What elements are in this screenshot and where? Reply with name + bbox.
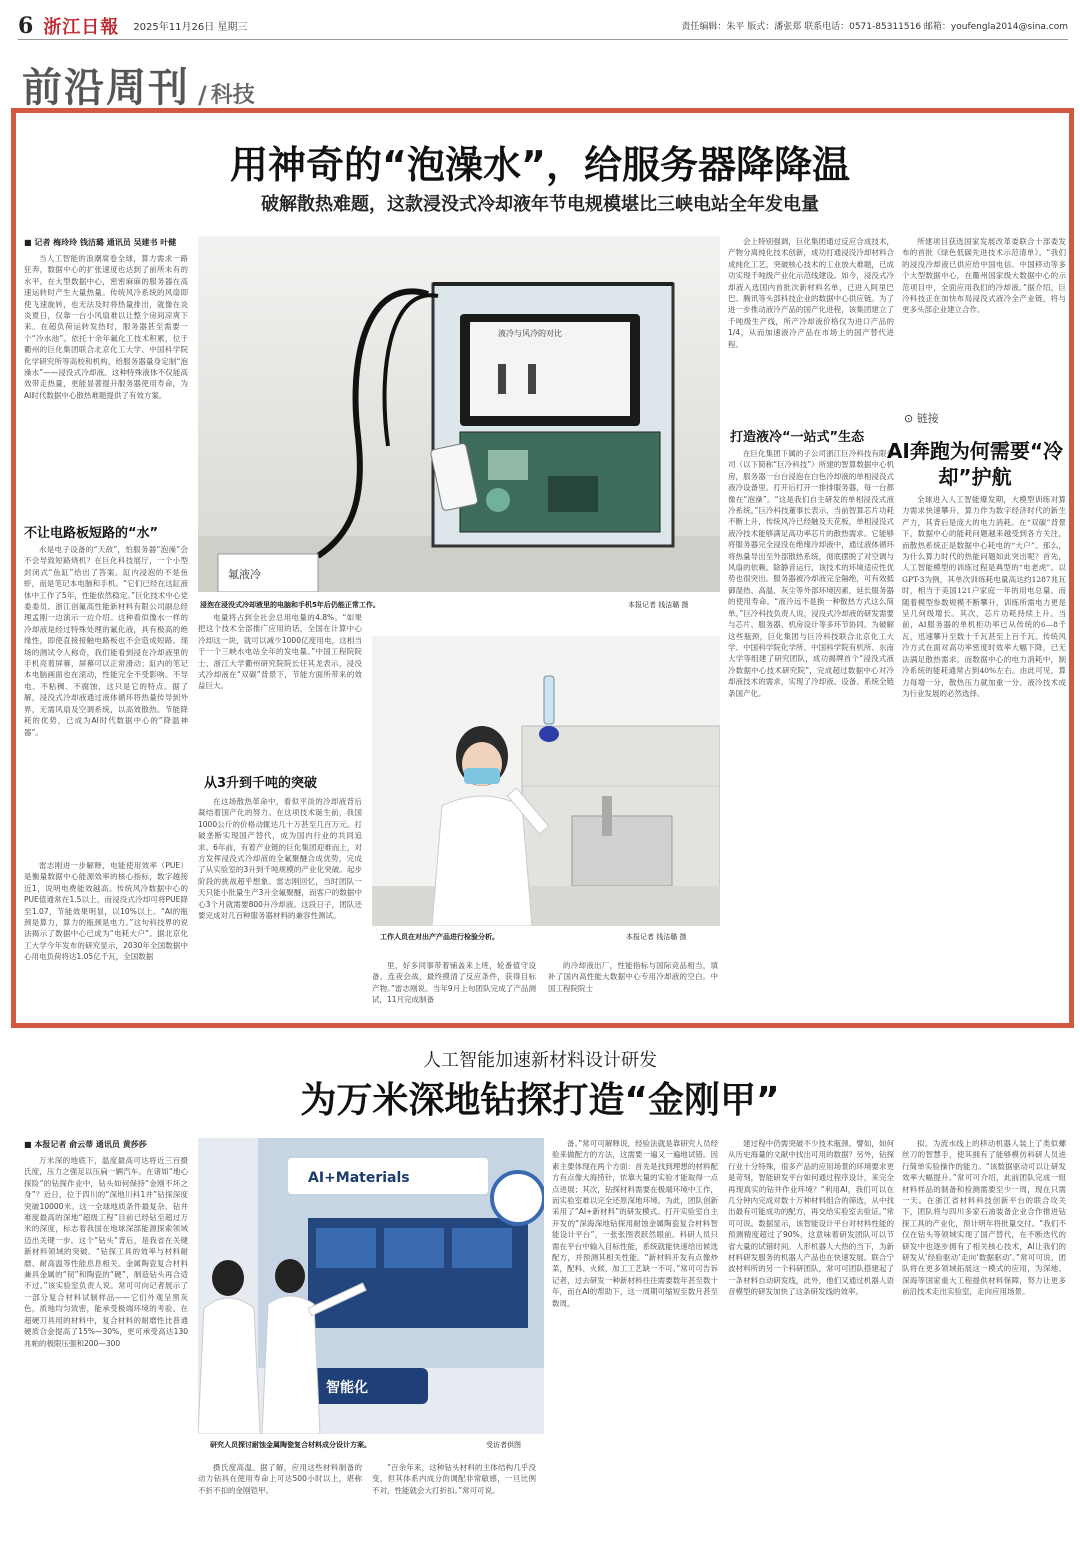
article2-pretitle: 人工智能加速新材料设计研发 xyxy=(423,1050,657,1071)
screen-text: 液冷与风冷的对比 xyxy=(498,329,562,338)
article1-column-4b xyxy=(728,448,894,1008)
article1-col2a-text: 电量将占到全社会总用电量的4.8%。“如果把这个技术全部推广应用的话，全国在计算中心冷却这一块，就可以减少1000亿度用电，这相当于一个三峡水电站全年的发电量。”中国工程院院士、浙江大学衢州研究院院长任其龙表示，浸没式冷却液在“双碳”背景下，节能方面所带来的效益巨大。 xyxy=(198,613,362,691)
article2-title: 为万米深地钻探打造“金刚甲” xyxy=(300,1080,780,1121)
photo-immersion-tank xyxy=(198,236,720,592)
article2-col3-text: 备。”常可可解释说，经验法就是靠研究人员经验来做配方的方法，这需要一遍又一遍地试错。因素主要体现在两个方面：首先是找到理想的材料配方有点像大海捞针，依靠大量的实验才能取得一点点进展；其次，钻探材料需要在极端环境中工作，而实验室难以完全还原深地环境。为此，团队创新采用了“AI+新材料”的研发模式。打开实验室自主开发的“深海深地钻探用耐蚀金属陶瓷复合材料智能设计平台”，一张张图表跃然眼前。科研人员只需在平台中输入目标性能，系统就能快速给出候选配方，并预测其相关性能。“新材料开发有点像炒菜，配料、火候、加工工艺缺一不可。”常可可告诉记者，过去研发一种新材料往往需要数年甚至数十年，而在AI的帮助下，这一周期可缩短至数月甚至数周。 xyxy=(552,1139,718,1308)
article1-column-4 xyxy=(728,236,894,412)
article2-col2a-text: 摄氏度高温。据了解，应用这些材料制备的动力钻具在使用寿命上可达500小时以上，堪称不折不扣的金刚铠甲。 xyxy=(198,1463,362,1495)
section-header xyxy=(22,56,255,113)
page-number: 6 xyxy=(18,12,34,39)
banner-sign-text: 智能化 xyxy=(326,1380,368,1396)
photo-lab-worker xyxy=(372,636,720,926)
article1-col6-text: 全球进入人工智能爆发期，大模型训练对算力需求快速攀升，算力作为数字经济时代的新生产力，其背后是庞大的电力消耗。在“双碳”背景下，数据中心的能耗问题越来越受到各方关注，而散热系统正是数据中心耗电的“大户”。那么，为什么算力时代的热能问题如此突出呢？首先，人工智能模型的训练过程是典型的“电老虎”。以GPT-3为例，其单次训练耗电量高达约1287兆瓦时，相当于美国121户家庭一年的用电总量。而随着模型参数规模不断攀升，训练所需电力更是呈几何级增长。其次，芯片功耗持续上升。当前，AI服务器的单机柜功率已从传统的6—8千瓦，迅速攀升至数十千瓦甚至上百千瓦。传统风冷方式在面对高功率密度时效率大幅下降，已无法满足散热需求。而数据中心的电力消耗中，制冷系统的能耗通常占到40%左右。由此可见，算力每增一分，散热压力就加重一分。液冷技术成为行业发展的必然选择。 xyxy=(902,495,1066,698)
article1-col3a-text: 里，好多同事带着铺盖来上班，轮番值守设备，连夜会战，最终摸清了反应条件，获得目标产物。”雷志刚说。当年9月上旬团队完成了产品测试，11月完成制备 xyxy=(372,961,536,1005)
article1-col1-text: 当人工智能的浪潮席卷全球，算力需求一路狂奔，数据中心的扩张速度也达到了前所未有的水平。在大型数据中心，密密麻麻的服务器在高速运转时产生大量热量。传统风冷系统的风扇即使飞速旋转，也无法及时将热量排出，就像在炎炎夏日，仅靠一台小风扇难以让整个房间凉爽下来。在超负荷运转发热时，服务器甚至需要一个“冷水池”。依托十余年氟化工技术积累，位于衢州的巨化集团联合北京化工大学、中国科学院化学研究所等高校和机构，给服务器量身定制“泡澡水”——浸没式冷却液。这种特殊液体不仅能高效带走热量，更能显著提升服务器使用寿命，为AI时代数据中心散热难题提供了有效方案。 xyxy=(24,254,188,400)
lab-illustration xyxy=(372,636,720,926)
article1-subhead-1: 不让电路板短路的“水” xyxy=(24,526,159,541)
article1-column-6 xyxy=(902,494,1066,1008)
editor-line: 责任编辑：朱平 版式：潘张郑 联系电话：0571-85311516 邮箱：youfengla2014@sina.com xyxy=(681,22,1068,32)
article1-column-3b xyxy=(548,960,718,1008)
article1-column-1 xyxy=(24,236,188,514)
photo2-caption: 工作人员在对出产产品进行检验分析。 xyxy=(380,933,499,941)
link-title: AI奔跑为何需要“冷却”护航 xyxy=(886,439,1064,489)
article1-subhead-2: 从3升到千吨的突破 xyxy=(204,776,318,791)
article2-col5-text: 拟。为流水线上的移动机器人装上了类似螺丝刀的智慧手，使其拥有了能够模仿科研人员进行简单实验操作的能力。“该数据驱动可以让研发效率大幅提升。”常可可介绍，此前团队完成一组材料样品的制备和检测需要至少一周，现在只需一天。在浙江省材料科技创新平台的联合攻关下，团队将与四川多家石油装备企业合作推进钻探工具的产业化，预计明年将批量交付。“我们不仅在钻头等领域实现了国产替代，在不断迭代的研发中也逐步拥有了相关核心技术，AI让我们的研发从‘经验驱动’走向‘数据驱动’。”常可可说，团队将在更多领域拓展这一模式的应用，为深地、深海等国家重大工程提供材料保障，努力让更多前沿技术走出实验室，走向应用场景。 xyxy=(902,1139,1066,1297)
article1-col2b-text: 在这场散热革命中，看似平淡的冷却液背后凝结着国产化的努力。在这项技术诞生前，我国1000公斤的价格动辄达几十万甚至几百万元。打破垄断实现国产替代，成为国内行业的共同追求。6年前，有着产业链的巨化集团迎难而上，对方发挥浸没式冷却液的全氟聚醚合成优势，完成了从实验室的3升到千吨规模的产业化突破。起步阶段的挑战超乎想象。雷志刚回忆，当时团队一天只能小批量生产3升全氟聚醚，而客户的数据中心3个月就需要800升冷却液。这段日子，团队还要完成对几百种服务器材料的兼容性测试。 xyxy=(198,797,362,921)
photo1-caption: 浸泡在浸没式冷却液里的电脑和手机5年后仍能正常工作。 xyxy=(200,601,380,609)
photo2-credit: 本报记者 钱洁璐 摄 xyxy=(626,933,687,941)
link-arrow-icon: ⊙ xyxy=(904,412,917,425)
article1-subtitle: 破解散热难题，这款浸没式冷却液年节电规模堪比三峡电站全年发电量 xyxy=(261,194,819,215)
article1-byline: ■ 记者 梅玲玲 钱洁璐 通讯员 吴建书 叶健 xyxy=(24,238,177,247)
article1-column-2b xyxy=(198,796,362,1008)
masthead xyxy=(18,12,1068,40)
article2-col4-text: 建过程中仍需突破不少技术瓶颈。譬如，如何从历史海量的文献中找出可用的数据？另外，钻探行业十分特殊，很多产品的应用场景的环境要求更是苛刻，智能研发平台如何通过程序设计，来完全再现真实的钻井作业环境？“利用AI，我们可以在几分钟内完成对数十万种材料组合的筛选，从中找出最有可能成功的配方，再交给实验室去验证。”常可可说。数据显示，该智能设计平台对材料性能的预测精度超过了90%，这意味着研发团队可以节省大量的试错时间。人形机器人大热的当下，为新材料研发服务的机器人产品也在快速发展。联合宁波材料所的另一个科研团队，常可可团队搭建起了一条材料自动研发线，此外，他们又通过机器人语音模型的研发加快了这条研发线的效率。 xyxy=(728,1139,894,1297)
article1-column-2a xyxy=(198,612,362,758)
article2-column-1 xyxy=(24,1138,188,1532)
article2-column-5 xyxy=(902,1138,1066,1532)
article1-col4-text: 会上特别强调，巨化集团通过反应合成技术，产物分离纯化技术创新，成功打通浸没冷却材料合成纯化工艺，突破核心技术的工业放大难题，已成功实现千吨级产业化示范线建设。如今，浸没式冷却液入选国内首批次新材料名单，已进入阿里巴巴、腾讯等头部科技企业的数据中心供应链。为了进一步推动液冷产品的国产化进程，该集团建立了千吨级生产线，所产冷却液价格仅为进口产品的1/4，从而加速液冷产品在市场上的国产替代进程。 xyxy=(728,237,894,349)
section-subtitle: 科技 xyxy=(210,83,255,108)
article1-col1c-text: 雷志刚进一步解释，电能使用效率（PUE）是衡量数据中心能源效率的核心指标，数字越接近1，说明电费能效越高。传统风冷数据中心的PUE值通常在1.5以上，而浸没式冷却可将PUE降至1.07，节能效果明显，以10%以上。“AI的瓶颈是算力，算力的瓶颈是电力。”这句科技界的说法揭示了数据中心已成为“电耗大户”。据北京化工大学今年发布的研究显示，2030年全国数据中心用电负荷将达1.05亿千瓦，全国数据 xyxy=(24,861,188,962)
article1-col1b-text: 水是电子设备的“天敌”，怕服务器“泡澡”会不会导致短路烧机？在巨化科技展厅，一个小型封闭式“鱼缸”给出了答案。缸内浸泡的不是鱼虾，而是笔记本电脑和手机。“它们已经在这缸液体中工作了5年，性能依然稳定。”巨化技术中心党委委员、浙江创氟高性能新材料有限公司副总经理孟刚一边演示一边介绍。这种看似像水一样的冷却液是经过特殊处理的氟化液，具有极高的绝缘性，即使直接接触电路板也不会造成短路。现场的测试令人称奇，我们能看到浸在冷却液里的手机亮着屏幕，屏幕可以正常滑动；缸内的笔记本电脑画面也在滚动，性能完全不受影响。不导电、不粘稠、不腐蚀，这只是它的特点。据了解，浸没式冷却液通过液体循环将热量传导到外界，无需风扇及空调系统，以高效散热。节能降耗的优势，已成为AI时代数据中心的“降温神器”。 xyxy=(24,545,188,737)
article1-subhead-3: 打造液冷“一站式”生态 xyxy=(730,430,865,445)
issue-date: 2025年11月26日 星期三 xyxy=(133,22,248,33)
paper-name: 浙江日報 xyxy=(43,16,120,38)
article1-col3b-text: 的冷却液出厂，性能指标与国际竞品相当，填补了国内高性能大数据中心专用冷却液的空白。中国工程院院士 xyxy=(548,961,718,993)
photo1-credit: 本报记者 钱洁璐 摄 xyxy=(628,601,689,609)
tank-logo-text: 氟液冷 xyxy=(228,568,261,581)
article2-col1-text: 万米深的地底下，温度最高可达将近三百摄氏度，压力之强足以压扁一辆汽车。在诸如“地心探险”的钻探作业中，钻头如何保持“金刚不坏之身”？近日，位于四川的“深地川科1井”钻探深度突破10000米。这一全球地质条件最复杂、钻井难度最高的深地“超级工程”目前已经钻至超过万米的深度，标志着我国在地球深部能源探索领域迈出关键一步。这个“钻头”背后，是我省在关键新材料领域的突破。“钻探工具的效率与材料耐磨、耐高温等性能息息相关。金属陶瓷复合材料兼具金属的“韧”和陶瓷的“硬”，制造钻头再合适不过。”该实验室负责人说。常可可向记者展示了一部分复合材料试制样品——它们外观呈黑灰色，质地均匀致密，能承受极端环境的考验。在超硬刀具用的材料中，复合材料的耐磨性比普通硬质合金提高了15%—30%，更可承受高达130兆帕的极限压强和200—300 xyxy=(24,1156,188,1348)
link-label-text: 链接 xyxy=(916,412,939,425)
photo3-caption: 研究人员探讨耐蚀金属陶瓷复合材料成分设计方案。 xyxy=(210,1441,371,1449)
article2-column-4 xyxy=(728,1138,894,1532)
article2-column-3 xyxy=(552,1138,718,1532)
photo3-credit: 受访者供图 xyxy=(486,1441,521,1449)
immersion-tank-illustration xyxy=(198,236,720,592)
link-label xyxy=(904,410,939,426)
article1-column-5 xyxy=(902,236,1066,396)
article2-col2b-text: “百余年来，这种钻头材料的主体结构几乎没变，但其体系内成分的调配非常敏感，一旦比例不对，性能就会大打折扣。”常可可说。 xyxy=(372,1463,536,1495)
article1-col4b-text: 在巨化集团下属的子公司浙江巨冷科技有限公司（以下简称“巨冷科技”）所建的智算数据中心机房，服务器一台台浸泡在白色冷却液的单相浸没式液冷设备里。打开后打开一排排服务器，每一台都像在“泡澡”。“这是我们自主研发的单相浸没式液冷系统。”巨冷科技董事长表示，当前智算芯片功耗不断上升，传统风冷已经触及天花板，单相浸没式液冷技术能够满足高功率芯片的散热需求。它能够将服务器完全浸没在绝缘冷却液中，通过液体循环将热量导出至外部散热系统，彻底摆脱了对空调与风扇的依赖。除静音运行，该技术的环境适应性优势也很突出。服务器被冷却液完全隔绝，可有效抵御湿热、高温、灰尘等外部环境因素，延长服务器的使用寿命。“液冷远不是换一种散热方式这么简单。”巨冷科技负责人说，浸没式冷却液的研发需要与芯片、服务器、机房设计等多环节协同。为破解这些瓶颈，巨化集团与巨冷科技联合北京化工大学、中国科学院化学所、中国科学院有机所、东南大学等组建了研究团队，成功揭牌首个“浸没式液冷数据中心技术研究院”，完成超过数据中心对冷却液技术的需求，实现了冷却液、设备、系统全链条国产化。 xyxy=(728,449,894,698)
photo-researchers xyxy=(198,1138,544,1434)
article2-byline: ■ 本报记者 俞云蒂 通讯员 黄莎莎 xyxy=(24,1140,147,1149)
article1-column-1b xyxy=(24,544,188,856)
article2-column-2b xyxy=(372,1462,536,1532)
article1-title: 用神奇的“泡澡水”，给服务器降降温 xyxy=(230,143,850,187)
researchers-illustration xyxy=(198,1138,544,1434)
article2-column-2a xyxy=(198,1462,362,1532)
banner-text: AI+Materials xyxy=(308,1170,410,1186)
article1-column-1c xyxy=(24,860,188,1006)
article1-col5-text: 所建项目获选国家发展改革委联合十部委发布的首批《绿色低碳先进技术示范清单》。“我们的浸没冷却液已供应给中国电信、中国移动等多个大型数据中心，在衢州国家级大数据中心的示范项目中，全面应用我们的冷却液。”据介绍，巨冷科技正在加快布局浸没式液冷全产业链，将与更多头部企业建立合作。 xyxy=(902,237,1066,315)
section-slash: / xyxy=(198,81,207,109)
article1-column-3a xyxy=(372,960,536,1008)
section-title: 前沿周刊 xyxy=(22,64,190,111)
